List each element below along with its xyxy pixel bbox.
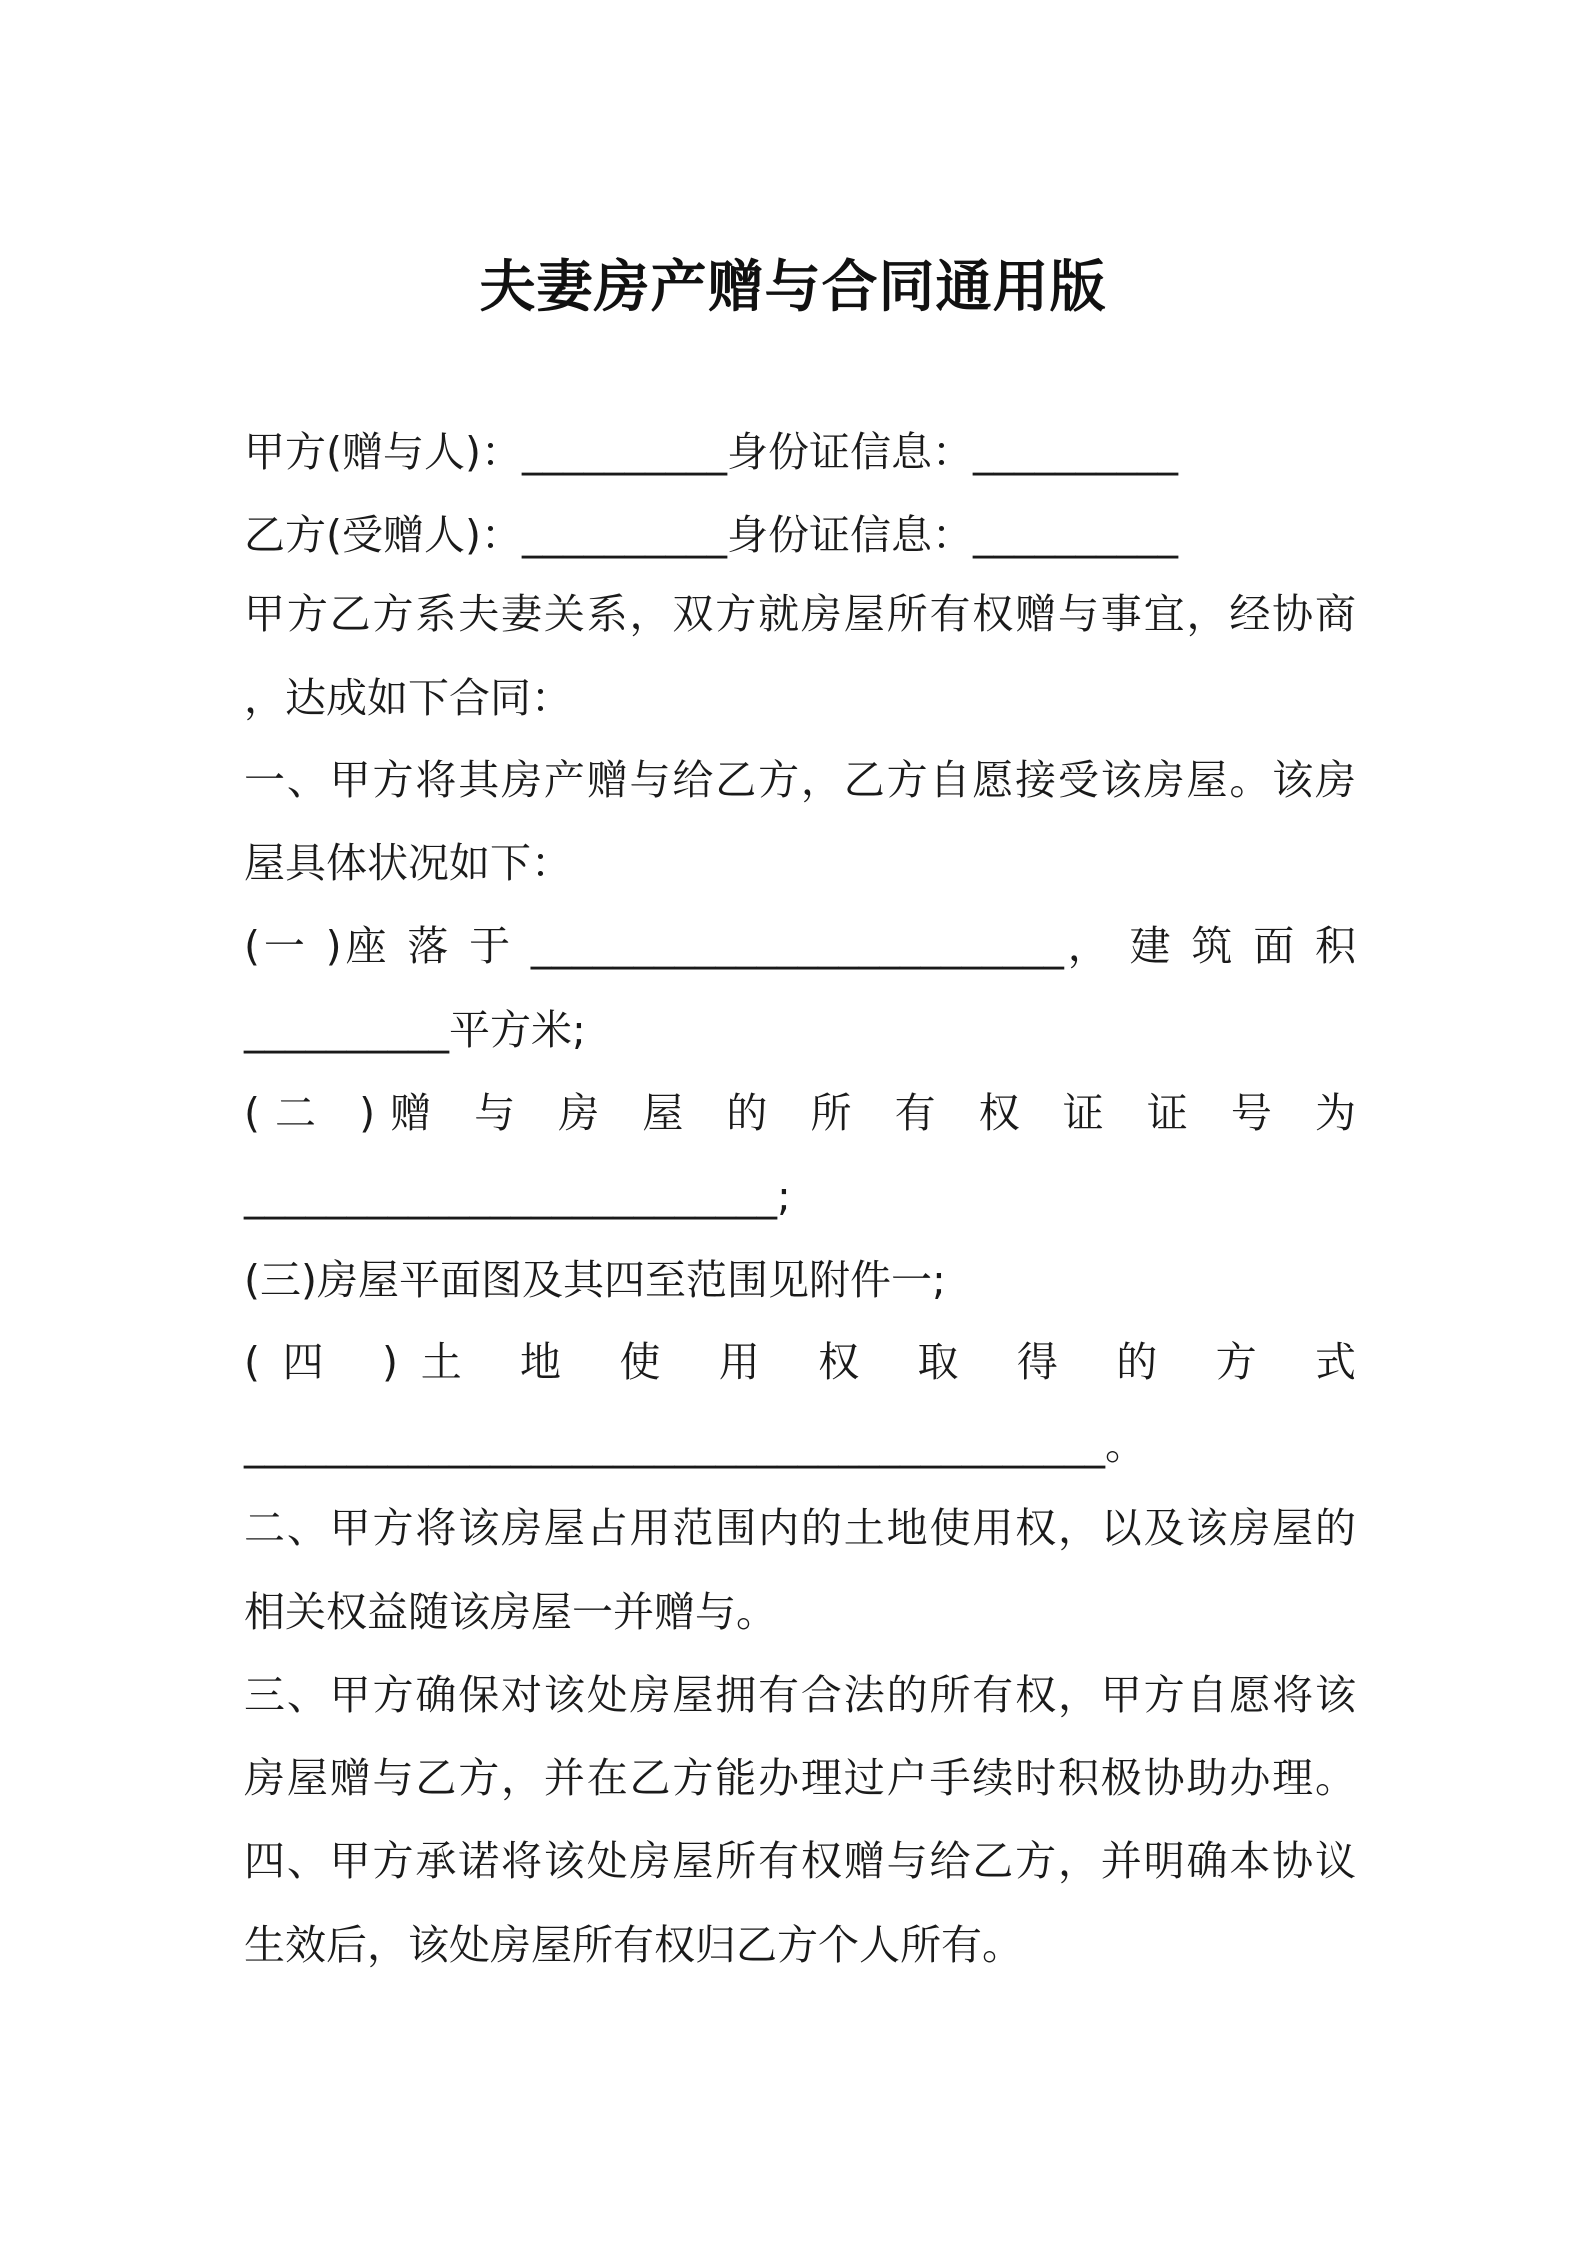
preamble-line-2: ，达成如下合同： bbox=[244, 674, 572, 722]
document-title: 夫妻房产赠与合同通用版 bbox=[479, 255, 1107, 320]
party-b-line: 乙方(受赠人)：__________身份证信息：__________ bbox=[244, 511, 1178, 559]
preamble-line-1: 甲方乙方系夫妻关系，双方就房屋所有权赠与事宜，经协商 bbox=[244, 590, 1356, 638]
clause-3-line-1: 三、甲方确保对该处房屋拥有合法的所有权，甲方自愿将该 bbox=[244, 1671, 1356, 1719]
clause-4-line-1: 四、甲方承诺将该处房屋所有权赠与给乙方，并明确本协议 bbox=[244, 1837, 1356, 1885]
clause-3-line-2: 房屋赠与乙方，并在乙方能办理过户手续时积极协助办理。 bbox=[244, 1754, 1356, 1802]
item-4-blank-line: __________________________________________。 bbox=[244, 1421, 1146, 1469]
item-1-location-line: (一 )座 落 于 __________________________， 建 筑 面 积 bbox=[244, 922, 1356, 970]
party-a-line: 甲方(赠与人)：__________身份证信息：__________ bbox=[244, 428, 1178, 476]
clause-2-line-2: 相关权益随该房屋一并赠与。 bbox=[244, 1588, 777, 1636]
item-1-area-line: __________平方米; bbox=[244, 1006, 586, 1054]
item-2-blank-line: __________________________; bbox=[244, 1172, 791, 1220]
clause-1-line-2: 屋具体状况如下： bbox=[244, 839, 572, 887]
clause-1-line-1: 一、甲方将其房产赠与给乙方，乙方自愿接受该房屋。该房 bbox=[244, 756, 1356, 804]
item-2-certificate-line: (二 )赠 与 房 屋 的 所 有 权 证 证 号 为 bbox=[244, 1089, 1356, 1137]
item-4-land-use-line: (四 )土 地 使 用 权 取 得 的 方 式 bbox=[244, 1338, 1356, 1386]
clause-2-line-1: 二、甲方将该房屋占用范围内的土地使用权，以及该房屋的 bbox=[244, 1504, 1356, 1552]
clause-4-line-2: 生效后，该处房屋所有权归乙方个人所有。 bbox=[244, 1921, 1023, 1969]
item-3-line: (三)房屋平面图及其四至范围见附件一; bbox=[244, 1256, 946, 1304]
